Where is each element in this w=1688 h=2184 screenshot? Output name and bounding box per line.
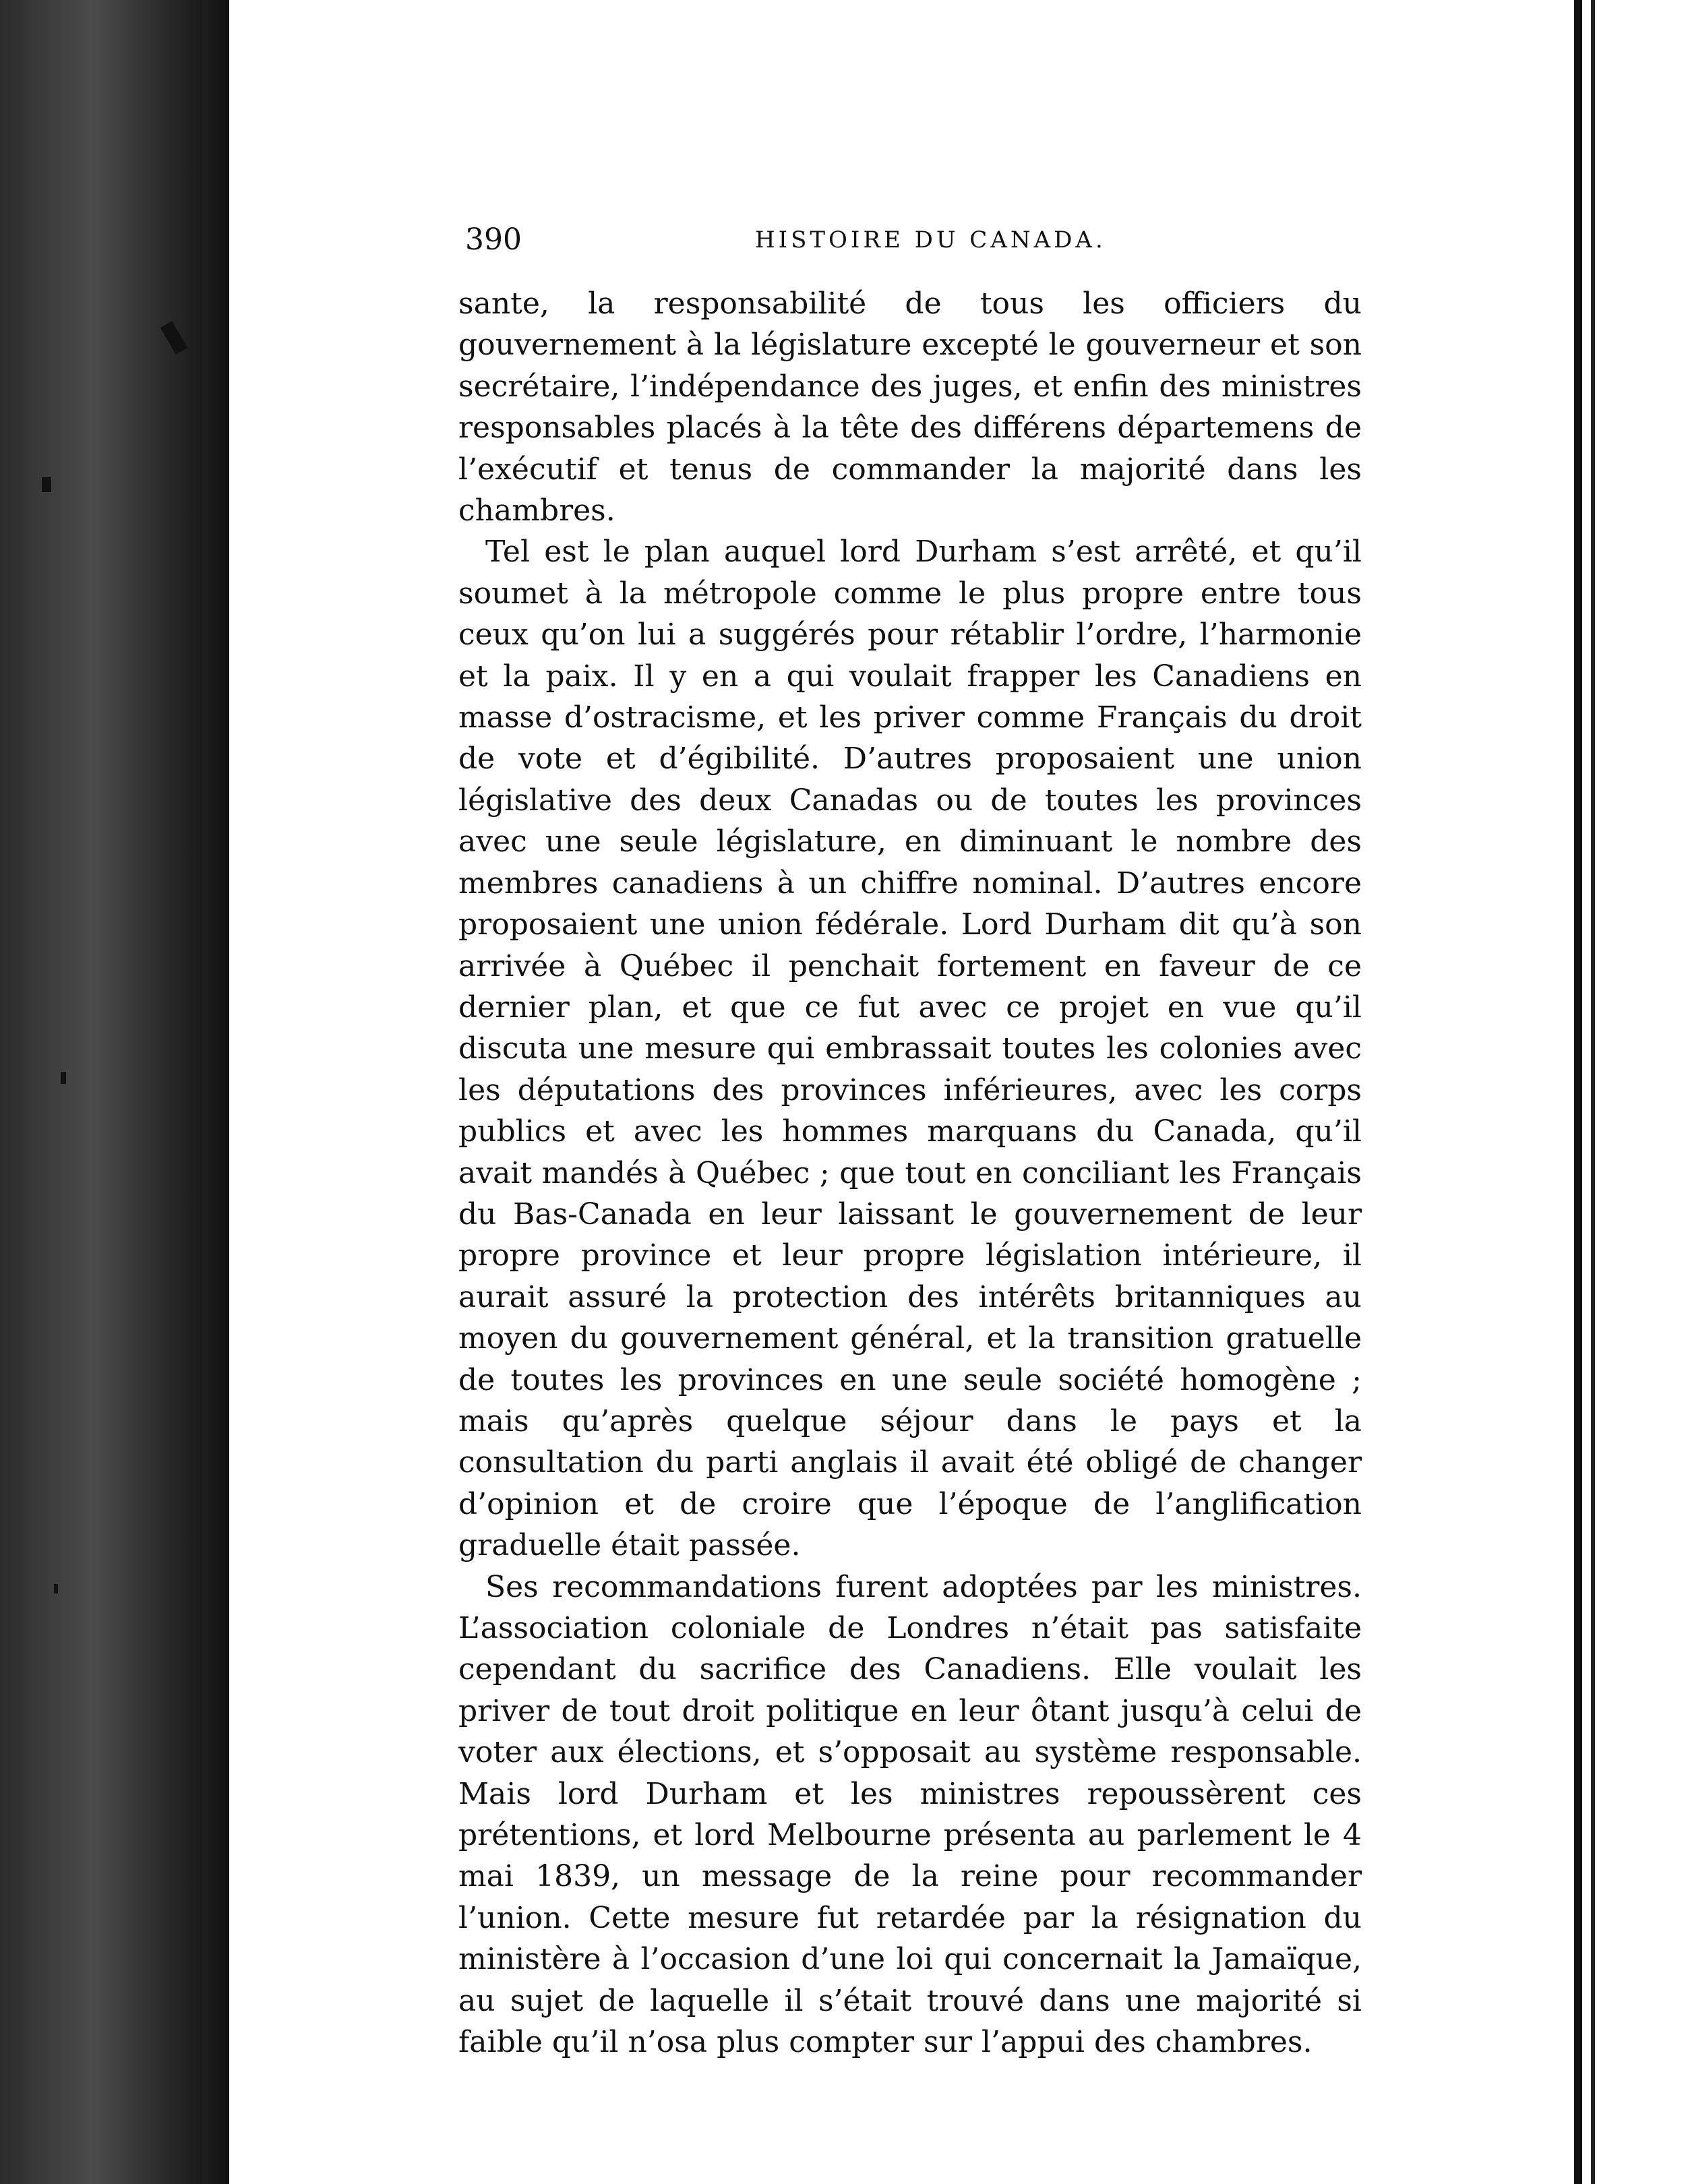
page-right-edge-inner [1591,0,1595,2184]
body-text [458,283,1362,2063]
page-right-edge [1574,0,1582,2184]
running-title: HISTOIRE DU CANADA. [755,226,1106,253]
paragraph: sante, la responsabilité de tous les officiers du gouvernement à la législature excepté le gouverneur et son secrétaire, l’indépendance des juges, et enfin des ministres responsables placés à la tête des différens départemens de l’exécutif et tenus de commander la majorité dans les chambres. [458,286,1362,528]
paragraph: Tel est le plan auquel lord Durham s’est arrêté, et qu’il soumet à la métropole comme le plus propre entre tous ceux qu’on lui a suggérés pour rétablir l’ordre, l’harmonie et la paix. Il y en a qui voulait frapper les Canadiens en masse d’ostracisme, et les priver comme Français du droit de vote et d’égibilité. D’autres proposaient une union législative des deux Canadas ou de toutes les provinces avec une seule législature, en diminuant le nombre des membres canadiens à un chiffre nominal. D’autres encore proposaient une union fédérale. Lord Durham dit qu’à son arrivée à Québec il penchait fortement en faveur de ce dernier plan, et que ce fut avec ce projet en vue qu’il discuta une mesure qui embrassait toutes les colonies avec les députations des provinces inférieures, avec les corps publics et avec les hommes marquans du Canada, qu’il avait mandés à Québec ; que tout en conciliant les Français du Bas-Canada en leur laissant le gouvernement de leur propre province et leur propre législation intérieure, il aurait assuré la protection des intérêts britanniques au moyen du gouvernement général, et la transition gratuelle de toutes les provinces en une seule société homogène ; mais qu’après quelque séjour dans le pays et la consultation du parti anglais il avait été obligé de changer d’opinion et de croire que l’époque de l’anglification graduelle était passée. [458,535,1362,1563]
scan-speck [61,1072,66,1084]
page-number: 390 [465,222,522,257]
scan-speck [42,477,51,492]
paragraph: Ses recommandations furent adoptées par les ministres. L’association coloniale de Londres n’était pas satisfaite cependant du sacrifice des Canadiens. Elle voulait les priver de tout droit politique en leur ôtant jusqu’à celui de voter aux élections, et s’opposait au système responsable. Mais lord Durham et les ministres repoussèrent ces prétentions, et lord Melbourne présenta au parlement le 4 mai 1839, un message de la reine pour recommander l’union. Cette mesure fut retardée par la résignation du ministère à l’occasion d’une loi qui concernait la Jamaïque, au sujet de laquelle il s’était trouvé dans une majorité si faible qu’il n’osa plus compter sur l’appui des chambres. [458,1569,1362,2060]
running-head [465,222,1362,263]
scan-speck [54,1584,58,1594]
book-spine-shadow [0,0,229,2184]
spine-edge [202,0,229,2184]
